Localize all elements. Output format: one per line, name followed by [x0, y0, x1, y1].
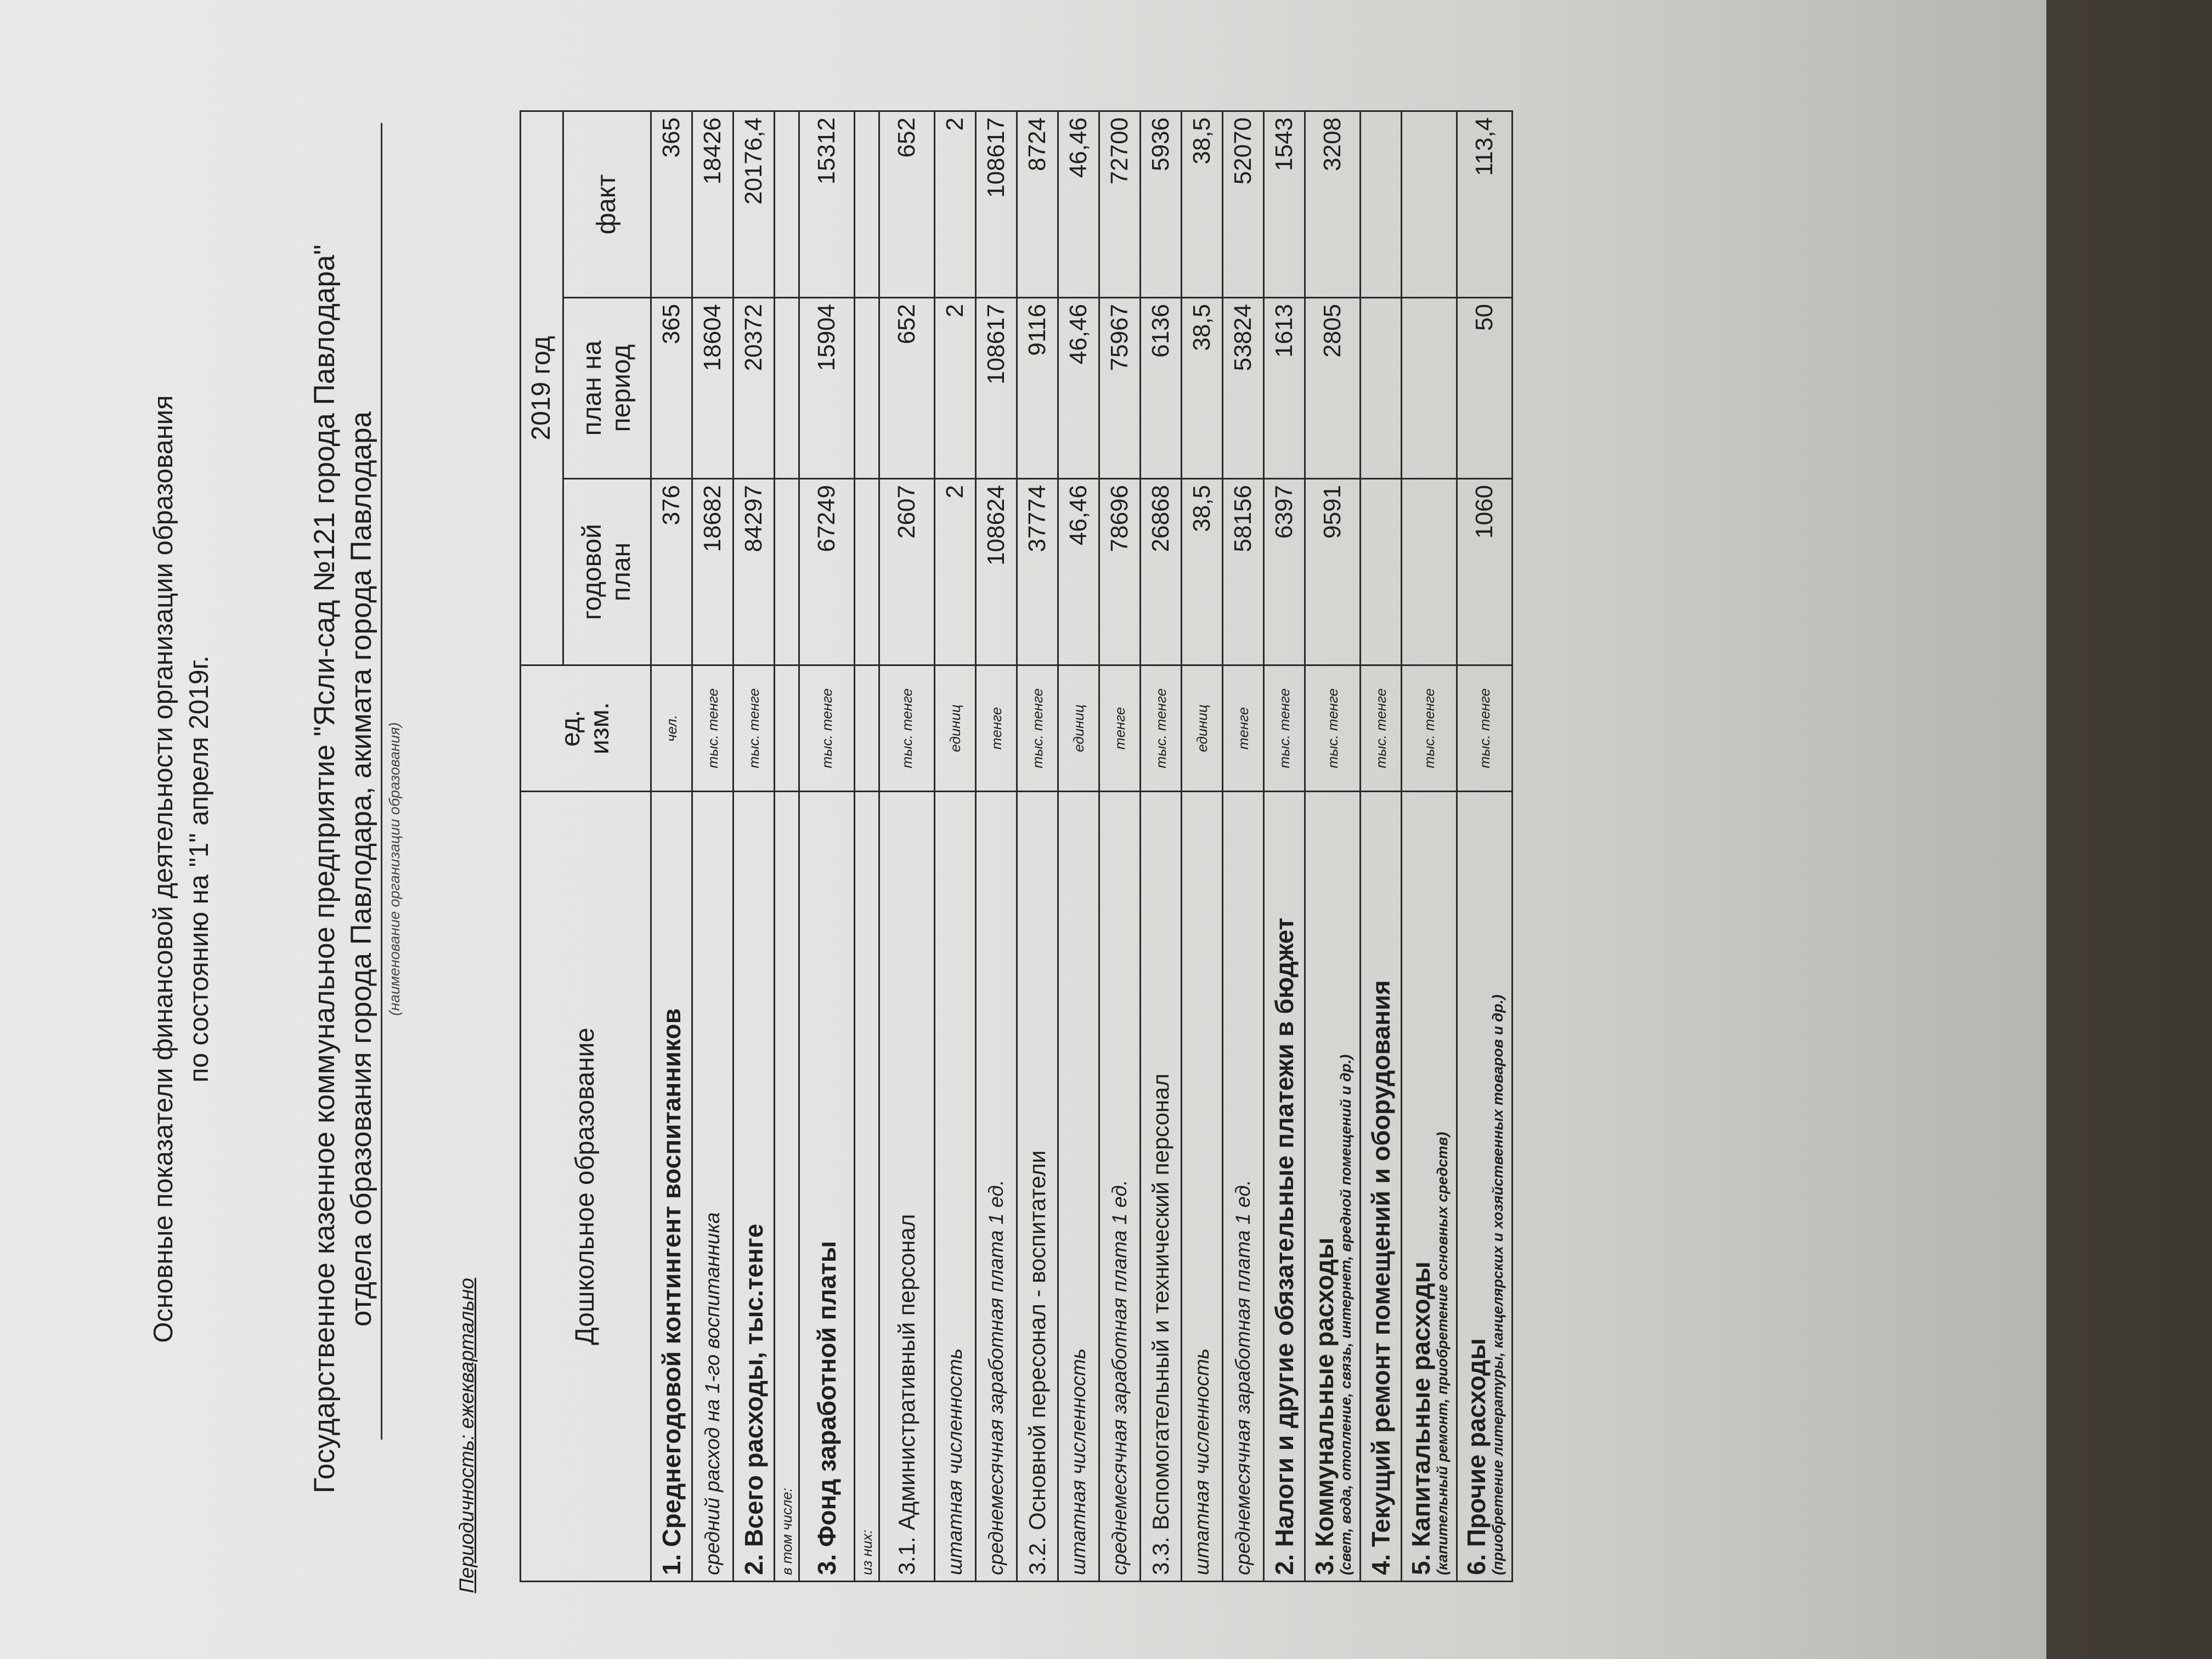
table-row	[1402, 111, 1457, 1581]
header-year: 2019 год	[521, 111, 563, 665]
row-unit: единиц	[935, 665, 976, 792]
row-period-plan	[775, 298, 799, 479]
row-label: среднемесячная заработная плата 1 ед.	[1223, 792, 1264, 1582]
organization-underline	[381, 123, 382, 1440]
row-annual-plan: 2	[935, 479, 976, 665]
row-unit: тенге	[1223, 665, 1264, 792]
row-annual-plan: 46,46	[1058, 479, 1099, 665]
row-note: (капительный ремонт, приобретение основных средств)	[1434, 1132, 1451, 1575]
row-annual-plan: 376	[651, 479, 692, 665]
row-fact: 18426	[692, 111, 733, 297]
row-unit: тыс. тенге	[1305, 665, 1361, 792]
row-annual-plan: 9591	[1305, 479, 1361, 665]
row-fact: 38,5	[1182, 111, 1223, 297]
row-label: штатная численность	[935, 792, 976, 1582]
table-row	[799, 111, 855, 1581]
row-label: 3.1. Административный персонал	[879, 792, 935, 1582]
organization-caption: (наименование организации образования)	[386, 722, 403, 1016]
row-period-plan: 2805	[1305, 298, 1361, 479]
row-period-plan: 46,46	[1058, 298, 1099, 479]
row-period-plan: 53824	[1223, 298, 1264, 479]
row-unit	[855, 665, 879, 792]
row-unit: тыс. тенге	[1361, 665, 1402, 792]
row-unit: единиц	[1182, 665, 1223, 792]
row-label: 2. Всего расходы, тыс.тенге	[733, 792, 775, 1582]
header-period-plan: план на период	[563, 298, 651, 479]
row-period-plan: 652	[879, 298, 935, 479]
row-label: средний расход на 1-го воспитанника	[692, 792, 733, 1582]
row-annual-plan: 18682	[692, 479, 733, 665]
table-row	[1305, 111, 1361, 1581]
row-period-plan: 18604	[692, 298, 733, 479]
organization-department: отдела образования города Павлодара, акимата города Павлодара	[345, 411, 377, 1327]
row-fact	[1361, 111, 1402, 297]
row-period-plan: 75967	[1099, 298, 1141, 479]
header-annual-plan: годовой план	[563, 479, 651, 665]
table-row	[1099, 111, 1141, 1581]
financial-indicators-table	[520, 110, 1513, 1582]
row-label: в том числе:	[775, 792, 799, 1582]
row-unit: тыс. тенге	[1402, 665, 1457, 792]
table-row	[1264, 111, 1305, 1581]
row-label: штатная численность	[1058, 792, 1099, 1582]
row-label: 3. Коммунальные расходы (свет, вода, отопление, связь, интернет, вредной помещений и др.)	[1305, 792, 1361, 1582]
table-row	[855, 111, 879, 1581]
row-period-plan: 108617	[976, 298, 1017, 479]
row-fact	[775, 111, 799, 297]
row-label: 6. Прочие расходы (приобретение литературы, канцелярских и хозяйственных товаров и др.)	[1457, 792, 1513, 1582]
row-annual-plan: 1060	[1457, 479, 1513, 665]
row-label: штатная численность	[1182, 792, 1223, 1582]
table-row	[1457, 111, 1513, 1581]
row-unit: чел.	[651, 665, 692, 792]
periodicity-label: Периодичность: ежеквартально	[455, 1278, 478, 1593]
row-fact	[1402, 111, 1457, 297]
table-row	[935, 111, 976, 1581]
row-fact: 46,46	[1058, 111, 1099, 297]
row-label: среднемесячная заработная плата 1 ед.	[976, 792, 1017, 1582]
table-row	[1058, 111, 1099, 1581]
row-annual-plan: 26868	[1141, 479, 1182, 665]
row-unit: тыс. тенге	[733, 665, 775, 792]
row-period-plan	[1361, 298, 1402, 479]
row-period-plan: 38,5	[1182, 298, 1223, 479]
row-fact: 3208	[1305, 111, 1361, 297]
row-annual-plan: 2607	[879, 479, 935, 665]
row-annual-plan: 84297	[733, 479, 775, 665]
report-date: по состоянию на "1" апреля 2019г.	[184, 655, 214, 1083]
row-unit: тыс. тенге	[1264, 665, 1305, 792]
row-annual-plan	[775, 479, 799, 665]
row-label: 5. Капитальные расходы (капительный ремонт, приобретение основных средств)	[1402, 792, 1457, 1582]
row-label: 1. Среднегодовой контингент воспитанников	[651, 792, 692, 1582]
header-name: Дошкольное образование	[521, 792, 651, 1582]
row-period-plan: 6136	[1141, 298, 1182, 479]
table-row	[1017, 111, 1058, 1581]
row-label: 3. Фонд заработной платы	[799, 792, 855, 1582]
row-annual-plan: 38,5	[1182, 479, 1223, 665]
row-label: 3.2. Основной пересонал - воспитатели	[1017, 792, 1058, 1582]
row-period-plan: 2	[935, 298, 976, 479]
table-row	[733, 111, 775, 1581]
table-row	[1141, 111, 1182, 1581]
row-annual-plan: 6397	[1264, 479, 1305, 665]
row-fact: 113,4	[1457, 111, 1513, 297]
table-row	[879, 111, 935, 1581]
header-unit: ед. изм.	[521, 665, 651, 792]
table-row	[692, 111, 733, 1581]
row-unit: тыс. тенге	[879, 665, 935, 792]
row-annual-plan	[855, 479, 879, 665]
row-annual-plan: 58156	[1223, 479, 1264, 665]
table-row	[651, 111, 692, 1581]
row-unit: тыс. тенге	[1457, 665, 1513, 792]
row-period-plan: 365	[651, 298, 692, 479]
row-fact: 15312	[799, 111, 855, 297]
row-period-plan: 15904	[799, 298, 855, 479]
table-row	[775, 111, 799, 1581]
row-unit: тенге	[1099, 665, 1141, 792]
document-page	[116, 79, 1839, 1659]
table-row	[1223, 111, 1264, 1581]
row-period-plan: 9116	[1017, 298, 1058, 479]
header-fact: факт	[563, 111, 651, 297]
row-fact: 2	[935, 111, 976, 297]
row-label: 4. Текущий ремонт помещений и оборудования	[1361, 792, 1402, 1582]
table-row	[976, 111, 1017, 1581]
row-label: из них:	[855, 792, 879, 1582]
row-period-plan: 20372	[733, 298, 775, 479]
row-fact: 108617	[976, 111, 1017, 297]
row-label: 3.3. Вспомогательный и технический персонал	[1141, 792, 1182, 1582]
row-annual-plan: 78696	[1099, 479, 1141, 665]
row-unit: тенге	[976, 665, 1017, 792]
row-note: (приобретение литературы, канцелярских и хозяйственных товаров и др.)	[1489, 995, 1506, 1575]
row-annual-plan: 108624	[976, 479, 1017, 665]
row-fact: 652	[879, 111, 935, 297]
row-fact: 5936	[1141, 111, 1182, 297]
report-title: Основные показатели финансовой деятельности организации образования	[149, 395, 178, 1343]
row-fact: 52070	[1223, 111, 1264, 297]
row-unit: тыс. тенге	[799, 665, 855, 792]
table-row	[1182, 111, 1223, 1581]
row-label: среднемесячная заработная плата 1 ед.	[1099, 792, 1141, 1582]
row-unit	[775, 665, 799, 792]
row-note: (свет, вода, отопление, связь, интернет, вредной помещений и др.)	[1338, 1054, 1355, 1575]
row-period-plan	[1402, 298, 1457, 479]
row-fact: 8724	[1017, 111, 1058, 297]
row-fact: 20176,4	[733, 111, 775, 297]
table-row	[1361, 111, 1402, 1581]
row-label: 2. Налоги и другие обязательные платежи в бюджет	[1264, 792, 1305, 1582]
row-period-plan: 1613	[1264, 298, 1305, 479]
row-fact: 72700	[1099, 111, 1141, 297]
row-unit: тыс. тенге	[692, 665, 733, 792]
row-unit: тыс. тенге	[1017, 665, 1058, 792]
row-unit: тыс. тенге	[1141, 665, 1182, 792]
organization-name: Государственное казенное коммунальное предприятие "Ясли-сад №121 города Павлодара"	[308, 244, 341, 1494]
row-period-plan	[855, 298, 879, 479]
row-fact	[855, 111, 879, 297]
row-annual-plan: 37774	[1017, 479, 1058, 665]
row-fact: 365	[651, 111, 692, 297]
row-fact: 1543	[1264, 111, 1305, 297]
row-period-plan: 50	[1457, 298, 1513, 479]
row-annual-plan	[1361, 479, 1402, 665]
row-annual-plan	[1402, 479, 1457, 665]
row-annual-plan: 67249	[799, 479, 855, 665]
row-unit: единиц	[1058, 665, 1099, 792]
